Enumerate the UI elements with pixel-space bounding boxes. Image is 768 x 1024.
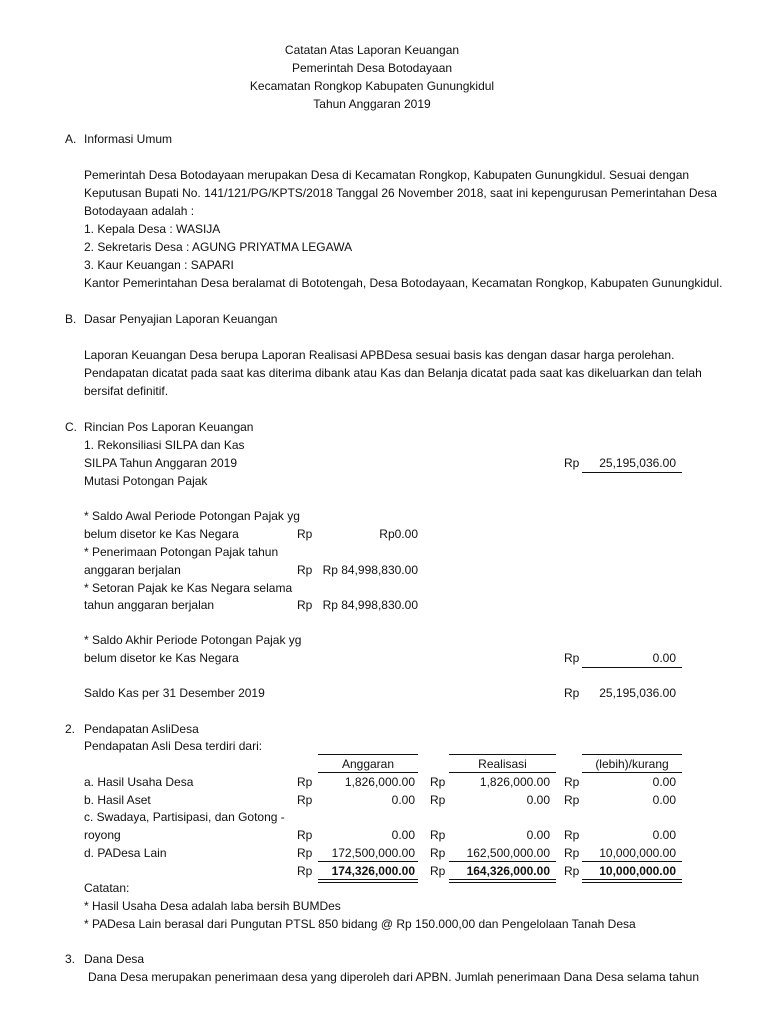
col-header-anggaran: Anggaran [341, 757, 395, 771]
section-2-marker: 2. [65, 722, 76, 736]
section-a-line: Botodayaan adalah : [84, 204, 195, 218]
table-cell-anggaran: 1,826,000.00 [344, 775, 415, 789]
total-rp: Rp [430, 864, 446, 878]
setoran-value: Rp 84,998,830.00 [322, 598, 418, 612]
saldo-kas-value: 25,195,036.00 [599, 686, 676, 700]
doc-title-line-1: Catatan Atas Laporan Keuangan [284, 43, 460, 57]
table-cell-selisih: 0.00 [652, 793, 676, 807]
total-realisasi: 164,326,000.00 [466, 864, 550, 878]
table-cell-realisasi: 0.00 [526, 793, 550, 807]
total-selisih: 10,000,000.00 [599, 864, 676, 878]
section-a-line: Keputusan Bupati No. 141/121/PG/KPTS/2018 Tanggal 26 November 2018, saat ini kepengurusan Pemerintahan Desa [84, 186, 717, 200]
section-b-marker: B. [65, 312, 77, 326]
doc-title-line-3: Kecamatan Rongkop Kabupaten Gunungkidul [249, 79, 495, 93]
section-b-line: Pendapatan dicatat pada saat kas diterima dibank atau Kas dan Belanja dicatat pada saat kas dikeluarkan dan telah [84, 366, 702, 380]
silpa-rp: Rp [564, 456, 580, 470]
catatan-line: * Hasil Usaha Desa adalah laba bersih BUMDes [84, 899, 341, 913]
subtotal-rule [449, 861, 556, 862]
saldo-awal-label: belum disetor ke Kas Negara [84, 527, 239, 541]
section-2-intro: Pendapatan Asli Desa terdiri dari: [84, 739, 263, 753]
saldo-awal-rp: Rp [297, 527, 313, 541]
col-header-realisasi: Realisasi [478, 757, 527, 771]
table-cell-rp: Rp [297, 828, 313, 842]
table-cell-rp: Rp [297, 846, 313, 860]
table-cell-rp: Rp [297, 793, 313, 807]
mutasi-label: Mutasi Potongan Pajak [84, 474, 208, 488]
silpa-value: 25,195,036.00 [599, 456, 676, 470]
section-b-line: Laporan Keuangan Desa berupa Laporan Realisasi APBDesa sesuai basis kas dengan dasar harga perolehan. [84, 348, 675, 362]
section-2-title: Pendapatan AsliDesa [84, 722, 199, 736]
table-cell-selisih: 0.00 [652, 775, 676, 789]
col-anggaran-rule [318, 772, 418, 773]
section-c-marker: C. [65, 420, 77, 434]
saldo-kas-label: Saldo Kas per 31 Desember 2019 [84, 686, 265, 700]
table-row-label: b. Hasil Aset [84, 793, 151, 807]
section-b-line: bersifat definitif. [84, 384, 169, 398]
section-a-line: 1. Kepala Desa : WASIJA [84, 222, 221, 236]
section-3-title: Dana Desa [84, 952, 145, 966]
table-cell-rp: Rp [430, 846, 446, 860]
catatan-line: * PADesa Lain berasal dari Pungutan PTSL 850 bidang @ Rp 150.000,00 dan Pengelolaan Tanah Desa [84, 917, 636, 931]
table-cell-selisih: 10,000,000.00 [599, 846, 676, 860]
table-cell-anggaran: 172,500,000.00 [331, 846, 415, 860]
catatan-label: Catatan: [84, 881, 130, 895]
subtotal-rule [318, 861, 418, 862]
table-cell-realisasi: 1,826,000.00 [479, 775, 550, 789]
table-cell-rp: Rp [430, 775, 446, 789]
total-double-rule [318, 879, 418, 883]
table-cell-realisasi: 162,500,000.00 [466, 846, 550, 860]
setoran-label: * Setoran Pajak ke Kas Negara selama [84, 581, 293, 595]
table-cell-anggaran: 0.00 [391, 793, 415, 807]
section-a-line: 3. Kaur Keuangan : SAPARI [84, 258, 234, 272]
table-row-label: royong [84, 828, 121, 842]
penerimaan-label: anggaran berjalan [84, 563, 181, 577]
section-a-marker: A. [65, 132, 77, 146]
setoran-label: tahun anggaran berjalan [84, 598, 215, 612]
penerimaan-label: * Penerimaan Potongan Pajak tahun [84, 545, 279, 559]
penerimaan-rp: Rp [297, 563, 313, 577]
penerimaan-value: Rp 84,998,830.00 [322, 563, 418, 577]
saldo-akhir-label: * Saldo Akhir Periode Potongan Pajak yg [84, 633, 302, 647]
col-anggaran-rule [318, 754, 418, 755]
total-rp: Rp [564, 864, 580, 878]
section-a-line: 2. Sekretaris Desa : AGUNG PRIYATMA LEGAWA [84, 240, 353, 254]
table-cell-rp: Rp [564, 793, 580, 807]
saldo-akhir-rp: Rp [564, 651, 580, 665]
subtotal-rule [582, 861, 682, 862]
section-c-title: Rincian Pos Laporan Keuangan [84, 420, 254, 434]
table-row-label: a. Hasil Usaha Desa [84, 775, 194, 789]
saldo-akhir-label: belum disetor ke Kas Negara [84, 651, 239, 665]
section-a-title: Informasi Umum [84, 132, 173, 146]
table-cell-rp: Rp [564, 828, 580, 842]
section-c-subtitle: 1. Rekonsiliasi SILPA dan Kas [84, 438, 245, 452]
doc-title-line-2: Pemerintah Desa Botodayaan [291, 61, 453, 75]
section-3-marker: 3. [65, 952, 76, 966]
col-selisih-rule [582, 754, 682, 755]
col-selisih-rule [582, 772, 682, 773]
total-anggaran: 174,326,000.00 [331, 864, 415, 878]
saldo-awal-value: Rp0.00 [379, 527, 418, 541]
total-double-rule [449, 879, 556, 883]
setoran-rp: Rp [297, 598, 313, 612]
col-realisasi-rule [449, 772, 556, 773]
total-double-rule [582, 879, 682, 883]
doc-title-line-4: Tahun Anggaran 2019 [313, 97, 431, 111]
total-rp: Rp [297, 864, 313, 878]
table-row-label: c. Swadaya, Partisipasi, dan Gotong - [84, 810, 285, 824]
table-cell-rp: Rp [564, 775, 580, 789]
saldo-awal-label: * Saldo Awal Periode Potongan Pajak yg [84, 509, 300, 523]
silpa-label: SILPA Tahun Anggaran 2019 [84, 456, 238, 470]
silpa-underline [582, 472, 682, 473]
section-b-title: Dasar Penyajian Laporan Keuangan [84, 312, 278, 326]
table-cell-realisasi: 0.00 [526, 828, 550, 842]
table-row-label: d. PADesa Lain [84, 846, 167, 860]
table-cell-selisih: 0.00 [652, 828, 676, 842]
table-cell-rp: Rp [430, 793, 446, 807]
saldo-akhir-value: 0.00 [652, 651, 676, 665]
table-cell-rp: Rp [297, 775, 313, 789]
table-cell-rp: Rp [430, 828, 446, 842]
section-a-line: Pemerintah Desa Botodayaan merupakan Desa di Kecamatan Rongkop, Kabupaten Gunungkidul. Sesuai dengan [84, 168, 690, 182]
table-cell-rp: Rp [564, 846, 580, 860]
section-3-line: Dana Desa merupakan penerimaan desa yang diperoleh dari APBN. Jumlah penerimaan Dana Desa selama tahun [88, 970, 700, 984]
section-a-line: Kantor Pemerintahan Desa beralamat di Bototengah, Desa Botodayaan, Kecamatan Rongkop, Kabupaten Gunungkidul. [84, 276, 723, 290]
table-cell-anggaran: 0.00 [391, 828, 415, 842]
col-header-selisih: (lebih)/kurang [595, 757, 669, 771]
col-realisasi-rule [449, 754, 556, 755]
saldo-kas-rp: Rp [564, 686, 580, 700]
saldo-akhir-underline [582, 667, 682, 668]
